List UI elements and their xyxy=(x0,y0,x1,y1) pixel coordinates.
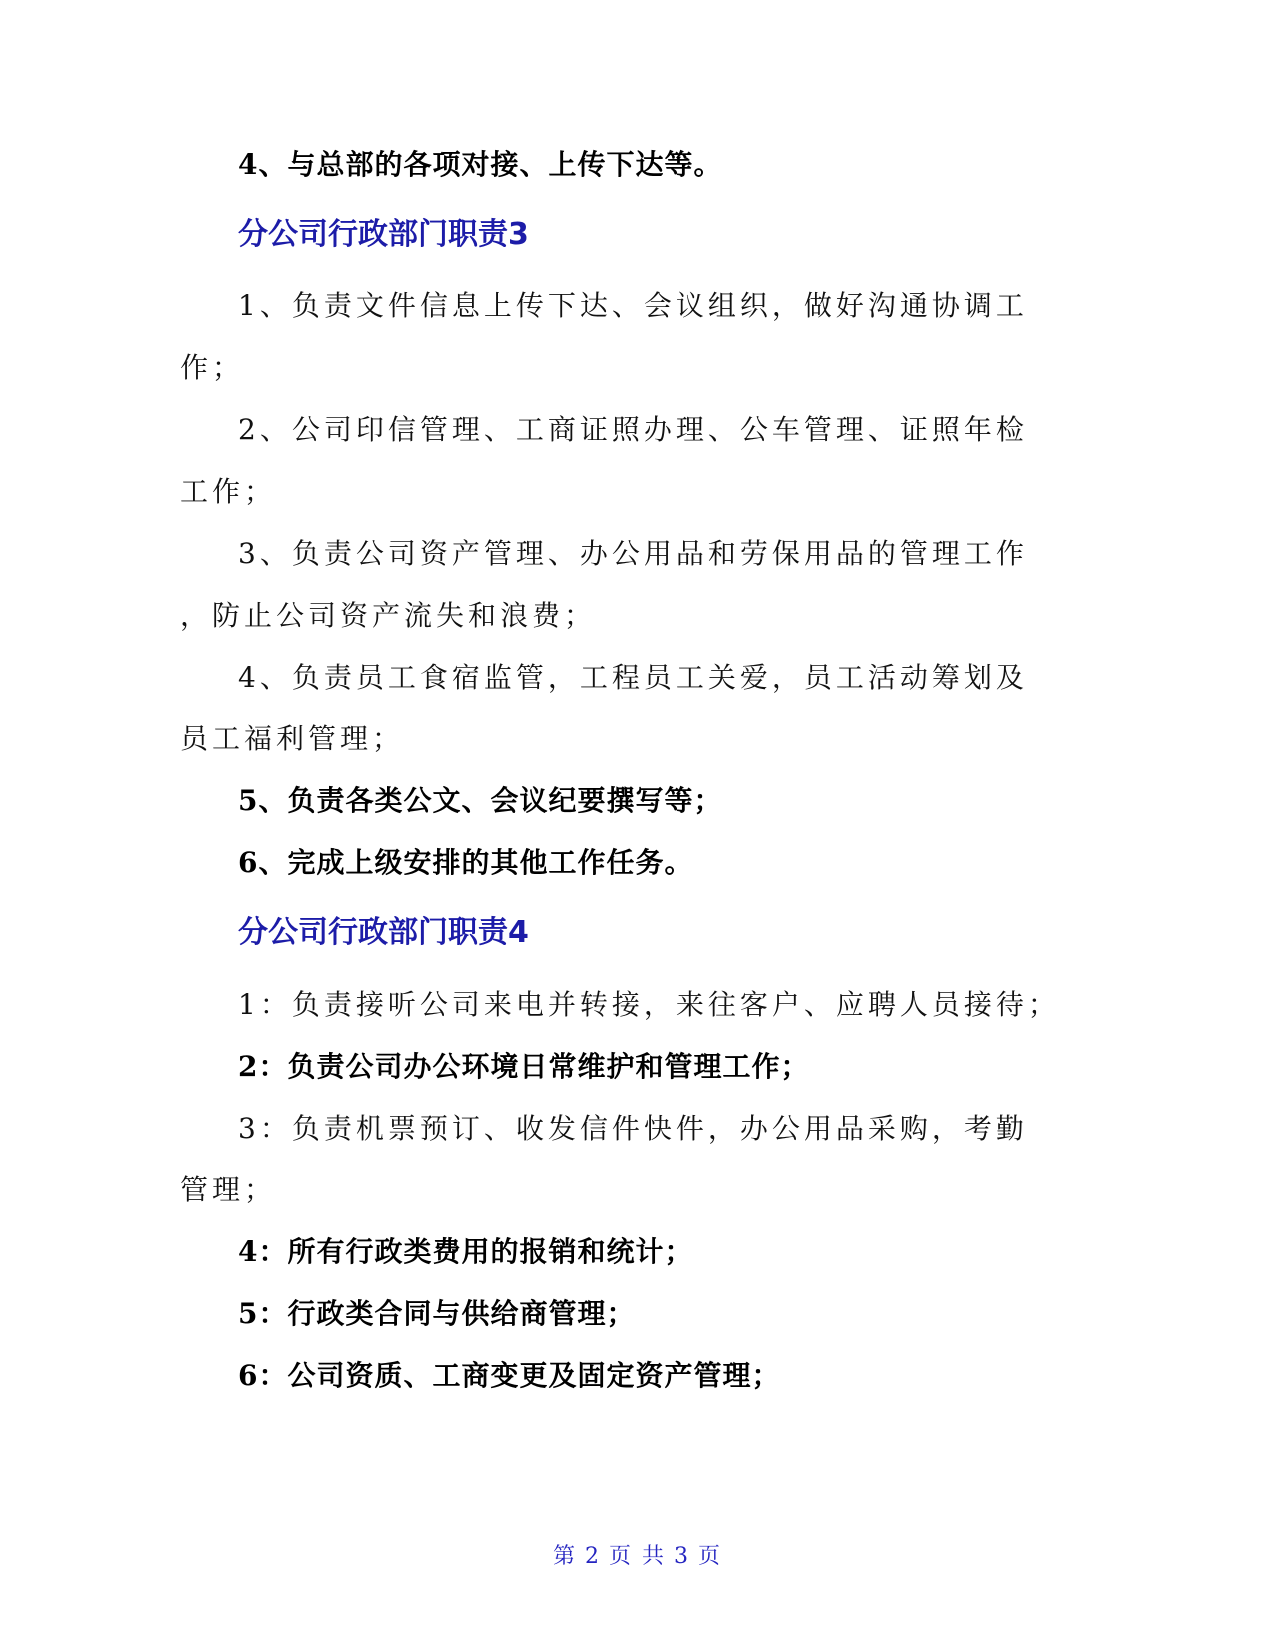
section-3-item-3-line-1: 3、负责公司资产管理、办公用品和劳保用品的管理工作 xyxy=(238,537,1028,570)
section-4-item-3-line-2: 管理； xyxy=(180,1173,277,1206)
section-4-item-3-line-1: 3：负责机票预订、收发信件快件，办公用品采购，考勤 xyxy=(238,1112,1028,1145)
footer-current-page: 2 xyxy=(585,1544,601,1569)
footer-total-pages: 3 xyxy=(674,1544,690,1569)
section-3-item-1-line-2: 作； xyxy=(180,351,245,384)
section-3-item-4-line-1: 4、负责员工食宿监管，工程员工关爱，员工活动筹划及 xyxy=(238,661,1028,694)
footer-suffix: 页 xyxy=(698,1544,723,1569)
section-4-title: 分公司行政部门职责4 xyxy=(238,915,529,950)
section-4-item-1: 1：负责接听公司来电并转接，来往客户、应聘人员接待； xyxy=(238,988,1060,1021)
footer-prefix: 第 xyxy=(552,1544,577,1569)
section-3-item-6: 6、完成上级安排的其他工作任务。 xyxy=(238,846,694,879)
section-3-item-2-line-1: 2、公司印信管理、工商证照办理、公车管理、证照年检 xyxy=(238,413,1028,446)
section-3-item-1-line-1: 1、负责文件信息上传下达、会议组织，做好沟通协调工 xyxy=(238,289,1028,322)
section-4-item-4: 4：所有行政类费用的报销和统计； xyxy=(238,1235,694,1268)
section-3-item-2-line-2: 工作； xyxy=(180,475,277,508)
prev-section-item-4: 4、与总部的各项对接、上传下达等。 xyxy=(238,148,723,181)
footer-middle: 页 共 xyxy=(609,1544,666,1569)
section-3-item-5: 5、负责各类公文、会议纪要撰写等； xyxy=(238,784,723,817)
section-3-item-3-line-2: ，防止公司资产流失和浪费； xyxy=(180,599,597,632)
section-4-item-6: 6：公司资质、工商变更及固定资产管理； xyxy=(238,1359,781,1392)
page-footer xyxy=(0,1542,1275,1572)
section-3-item-4-line-2: 员工福利管理； xyxy=(180,722,405,755)
section-4-item-2: 2：负责公司办公环境日常维护和管理工作； xyxy=(238,1050,810,1083)
section-3-title: 分公司行政部门职责3 xyxy=(238,217,529,252)
section-4-item-5: 5：行政类合同与供给商管理； xyxy=(238,1297,636,1330)
